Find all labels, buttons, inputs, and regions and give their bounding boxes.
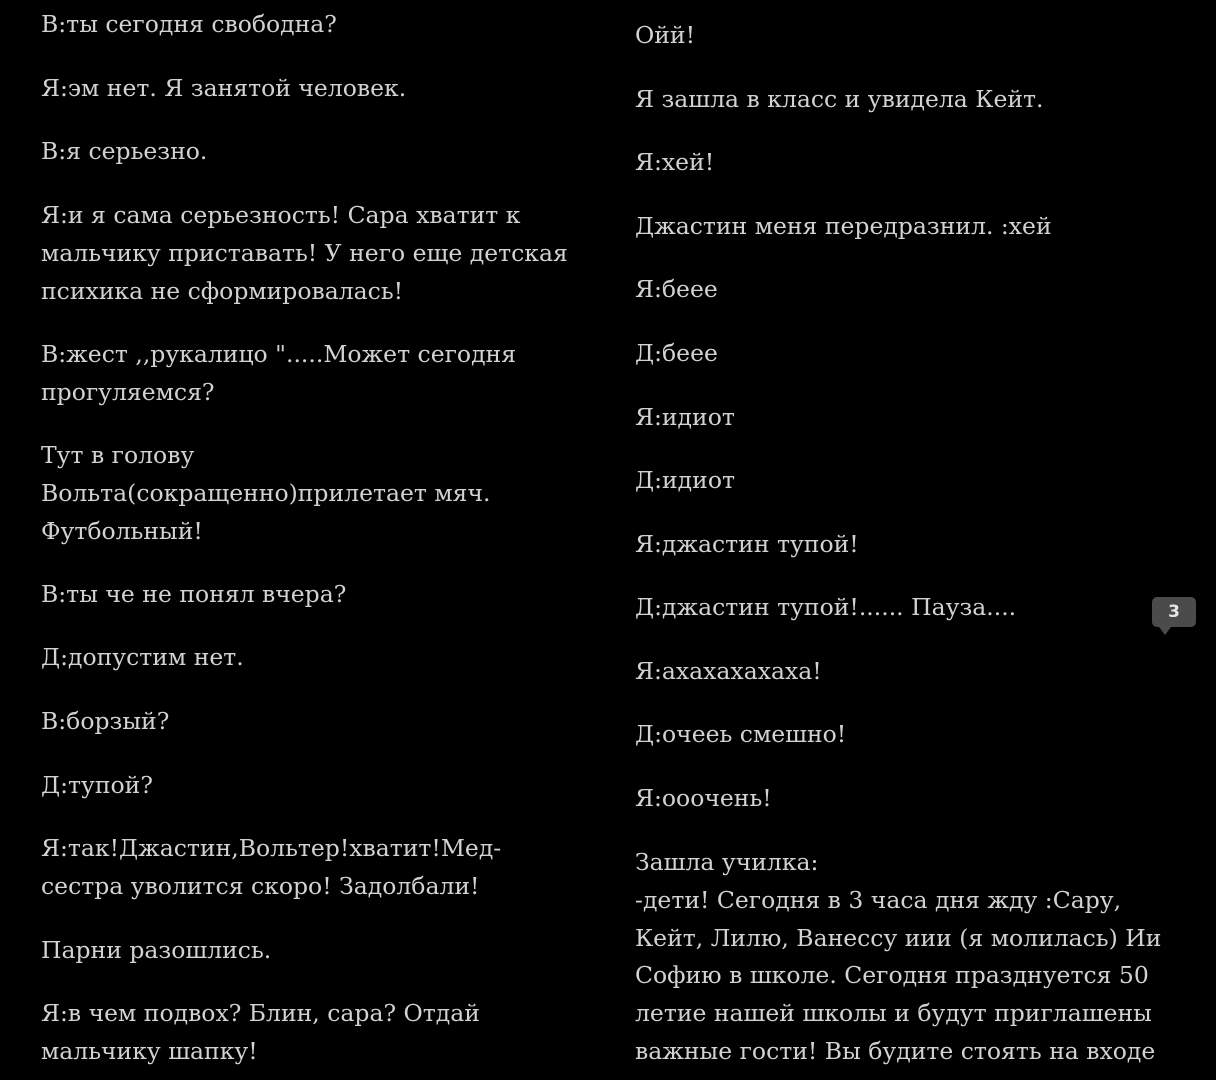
text-line: В:я серьезно.	[41, 137, 208, 165]
text-line: Я:джастин тупой!	[635, 530, 859, 558]
text-line: Вольта(сокращенно)прилетает мяч.	[41, 478, 491, 507]
paragraph	[41, 133, 207, 171]
paragraph	[41, 437, 490, 550]
text-line: В:ты че не понял вчера?	[41, 580, 347, 608]
paragraph	[41, 995, 480, 1071]
text-line: мальчику шапку!	[41, 1036, 258, 1065]
text-line: Я:хей!	[635, 148, 715, 176]
paragraph	[635, 716, 846, 754]
paragraph	[635, 17, 695, 55]
comment-count: 3	[1168, 602, 1180, 622]
paragraph	[41, 336, 516, 412]
text-line: Я:ооочень!	[635, 784, 772, 812]
text-line: Я зашла в класс и увидела Кейт.	[635, 85, 1044, 113]
paragraph	[635, 844, 1161, 1071]
paragraph	[635, 399, 735, 437]
text-line: Софию в школе. Сегодня празднуется 50	[635, 961, 1149, 990]
text-line: Кейт, Лилю, Ванессу иии (я молилась) Ии	[635, 923, 1162, 952]
text-line: Д:очееь смешно!	[635, 720, 847, 748]
text-line: Футбольный!	[41, 516, 203, 545]
paragraph	[635, 81, 1044, 119]
text-line: Д:джастин тупой!...... Пауза....	[635, 593, 1017, 621]
text-line: Д:идиот	[635, 466, 735, 494]
paragraph	[41, 639, 244, 677]
text-line: Д:беее	[635, 339, 718, 367]
text-line: мальчику приставать! У него еще детская	[41, 238, 568, 267]
text-line: прогуляемся?	[41, 377, 215, 406]
paragraph	[635, 144, 714, 182]
paragraph	[41, 932, 271, 970]
paragraph	[635, 462, 735, 500]
text-line: Я:эм нет. Я занятой человек.	[41, 74, 407, 102]
text-line: Я:в чем подвох? Блин, сара? Отдай	[41, 999, 480, 1027]
text-line: Д:допустим нет.	[41, 643, 244, 671]
text-line: Я:беее	[635, 275, 718, 303]
text-line: Я:и я сама серьезность! Сара хватит к	[41, 201, 521, 229]
paragraph	[41, 703, 169, 741]
paragraph	[41, 197, 568, 310]
text-line: Джастин меня передразнил. :хей	[635, 212, 1052, 240]
text-line: -дети! Сегодня в 3 часа дня жду :Сару,	[635, 885, 1122, 914]
text-line: В:жест ,,рукалицо ".....Может сегодня	[41, 340, 517, 368]
text-line: Парни разошлись.	[41, 936, 272, 964]
text-line: психика не сформировалась!	[41, 276, 404, 305]
paragraph	[41, 6, 337, 44]
paragraph	[635, 208, 1052, 246]
text-line: Я:так!Джастин,Вольтер!хватит!Мед-	[41, 834, 502, 862]
text-line: В:борзый?	[41, 707, 170, 735]
text-line: Ойй!	[635, 21, 696, 49]
text-line: Д:тупой?	[41, 771, 153, 799]
paragraph	[41, 767, 153, 805]
paragraph	[635, 271, 718, 309]
comment-count-badge[interactable]	[1152, 597, 1196, 627]
text-line: важные гости! Вы будите стоять на входе	[635, 1036, 1156, 1065]
text-line: Я:ахахахахаха!	[635, 657, 822, 685]
text-line: В:ты сегодня свободна?	[41, 10, 337, 38]
text-line: Зашла училка:	[635, 848, 819, 876]
paragraph	[635, 780, 772, 818]
text-line: летие нашей школы и будут приглашены	[635, 999, 1152, 1028]
paragraph	[635, 526, 859, 564]
paragraph	[41, 576, 346, 614]
paragraph	[635, 589, 1016, 627]
text-line: Тут в голову	[41, 441, 195, 469]
text-line: Я:идиот	[635, 403, 735, 431]
paragraph	[635, 653, 822, 691]
paragraph	[635, 335, 718, 373]
paragraph	[41, 830, 501, 906]
text-line: сестра уволится скоро! Задолбали!	[41, 871, 480, 900]
paragraph	[41, 70, 406, 108]
